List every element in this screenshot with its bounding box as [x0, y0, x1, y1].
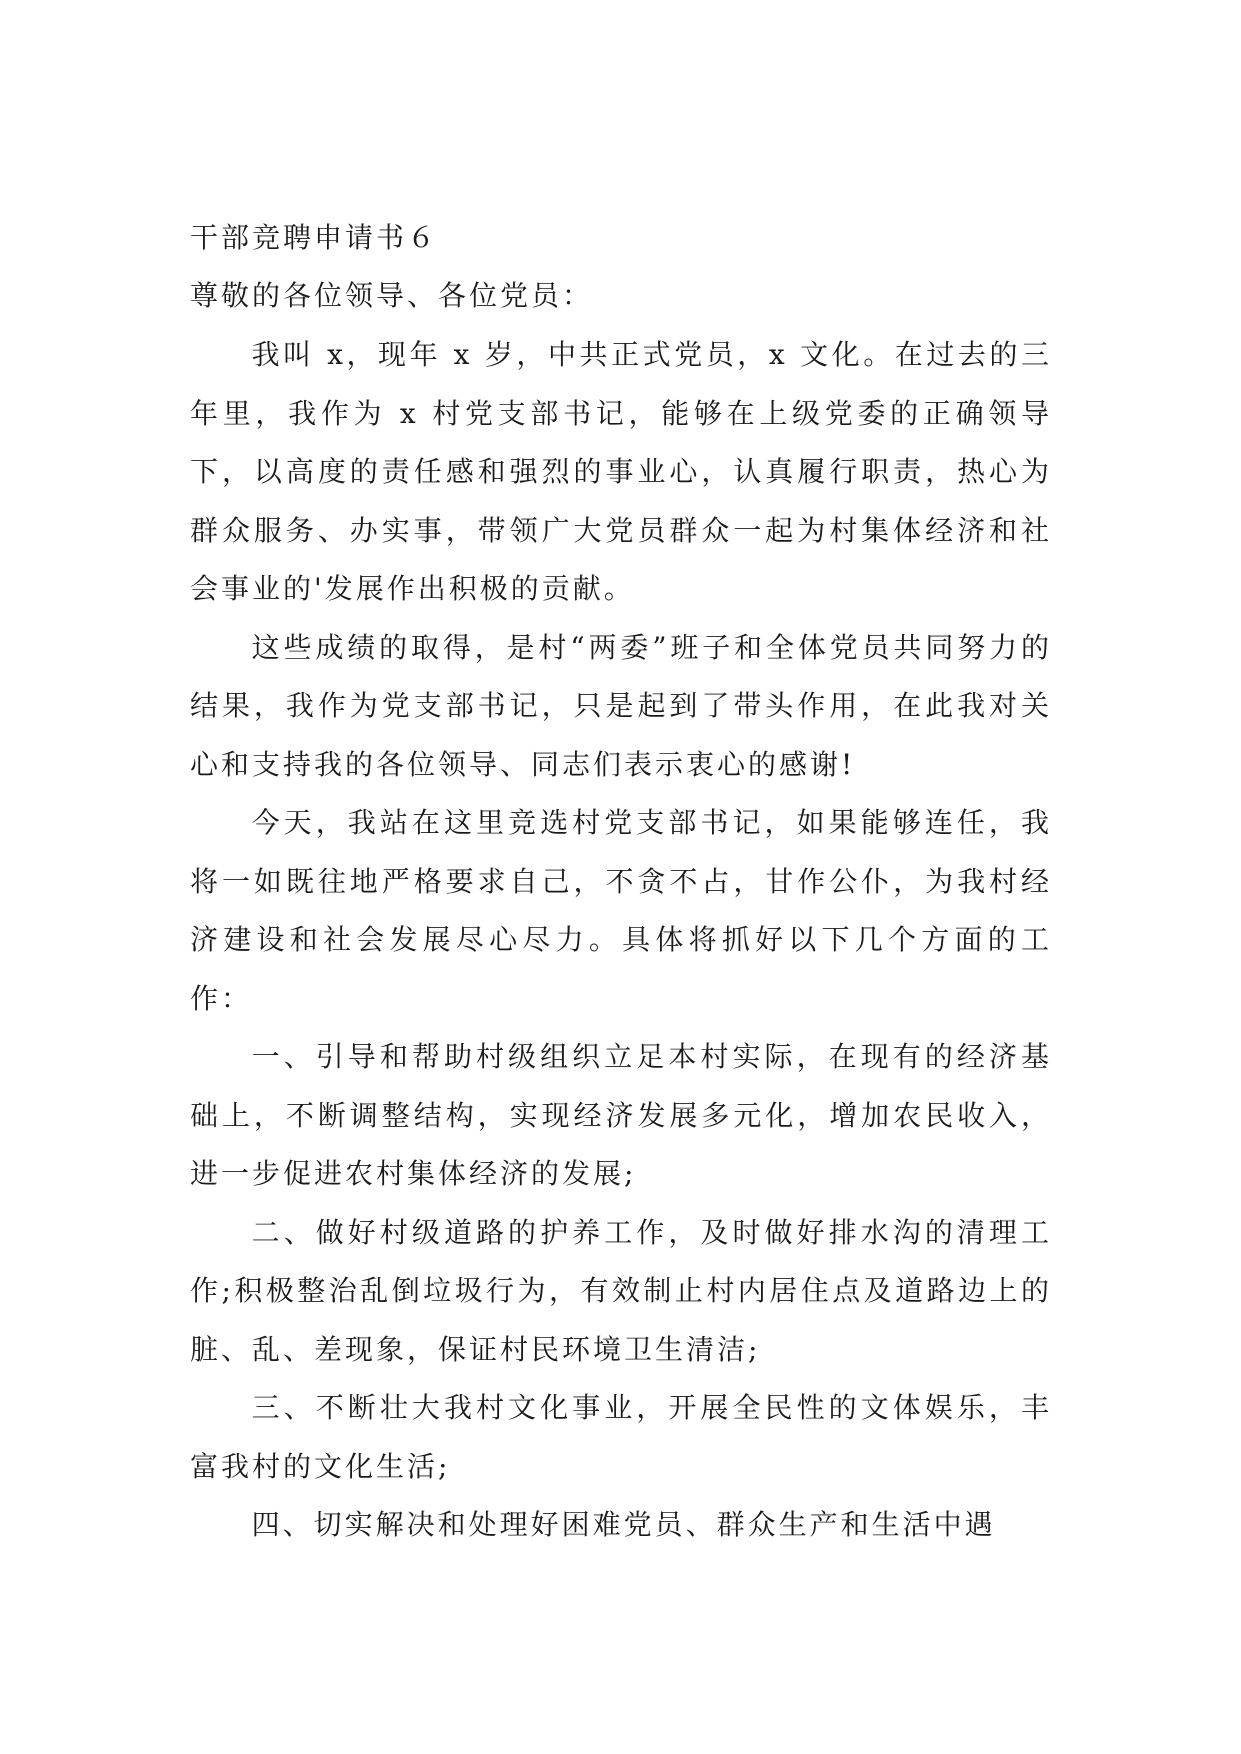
paragraph-item-4: 四、切实解决和处理好困难党员、群众生产和生活中遇: [251, 1508, 996, 1541]
document-body: [190, 210, 1052, 1555]
paragraph-item-2: 二、做好村级道路的护养工作，及时做好排水沟的清理工作;积极整治乱倒垃圾行为，有效制止村内居住点及道路边上的脏、乱、差现象，保证村民环境卫生清洁;: [190, 1215, 1052, 1366]
salutation: 尊敬的各位领导、各位党员：: [190, 279, 594, 312]
paragraph-intro: 我叫 x，现年 x 岁，中共正式党员，x 文化。在过去的三年里，我作为 x 村党支部书记，能够在上级党委的正确领导下，以高度的责任感和强烈的事业心，认真履行职责，热心为群众服务、办实事，带领广大党员群众一起为村集体经济和社会事业的'发展作出积极的贡献。: [190, 338, 1052, 605]
paragraph-item-1: 一、引导和帮助村级组织立足本村实际，在现有的经济基础上，不断调整结构，实现经济发展多元化，增加农民收入，进一步促进农村集体经济的发展;: [190, 1040, 1052, 1190]
paragraph-commitment: 今天，我站在这里竞选村党支部书记，如果能够连任，我将一如既往地严格要求自己，不贪不占，甘作公仆，为我村经济建设和社会发展尽心尽力。具体将抓好以下几个方面的工作：: [190, 806, 1052, 1015]
paragraph-item-3: 三、不断壮大我村文化事业，开展全民性的文体娱乐，丰富我村的文化生活;: [190, 1391, 1052, 1483]
paragraph-thanks: 这些成绩的取得，是村“两委”班子和全体党员共同努力的结果，我作为党支部书记，只是起到了带头作用，在此我对关心和支持我的各位领导、同志们表示衷心的感谢!: [190, 630, 1052, 781]
document-title: 干部竞聘申请书６: [190, 221, 439, 254]
